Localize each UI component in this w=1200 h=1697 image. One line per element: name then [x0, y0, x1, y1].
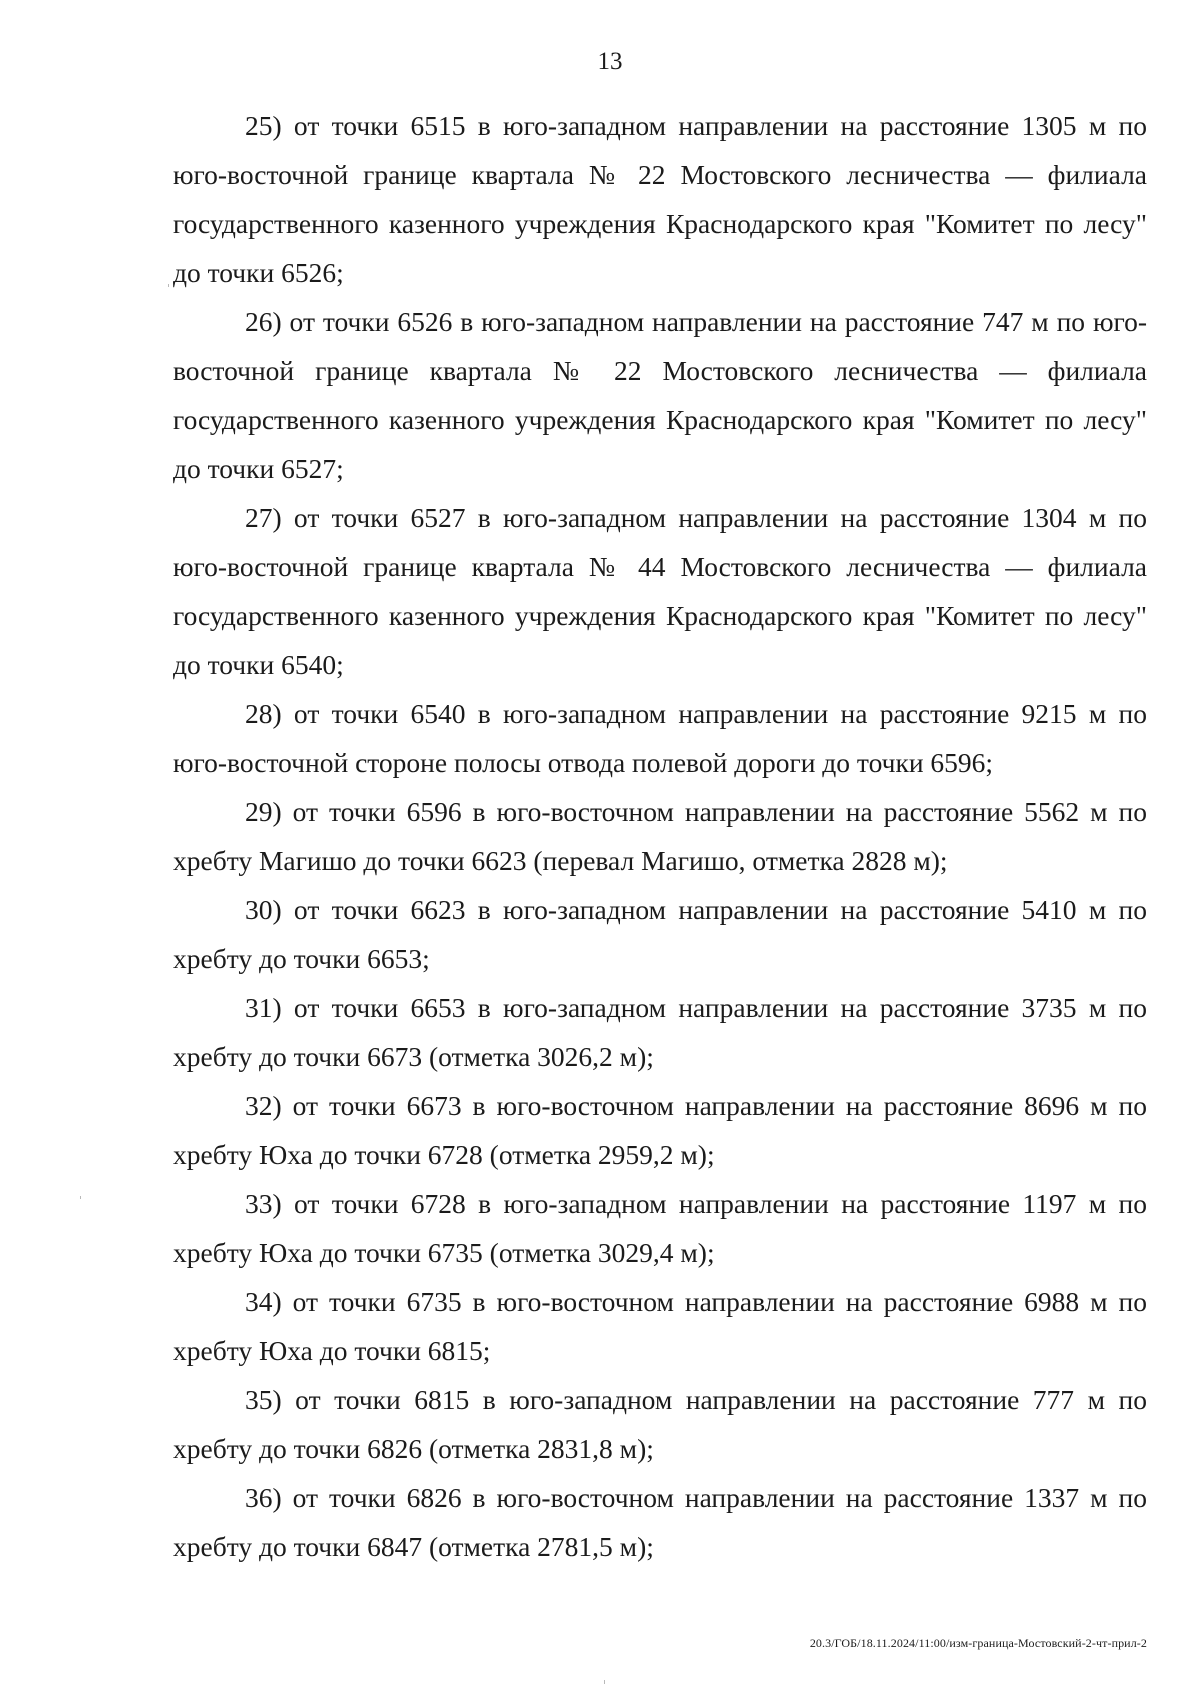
paragraph-item-26: 26) от точки 6526 в юго-западном направлении на расстояние 747 м по юго-восточной границе квартала № 22 Мостовского лесничества — филиала государственного казенного учреждения Краснодарского края "Комитет по лесу" до точки 6527;	[173, 306, 1147, 484]
page-number: 13	[597, 48, 623, 75]
paragraph-item-36: 36) от точки 6826 в юго-восточном направлении на расстояние 1337 м по хребту до точки 6847 (отметка 2781,5 м);	[173, 1482, 1147, 1562]
paragraph-item-32: 32) от точки 6673 в юго-восточном направлении на расстояние 8696 м по хребту Юха до точки 6728 (отметка 2959,2 м);	[173, 1090, 1147, 1170]
paragraph-item-33: 33) от точки 6728 в юго-западном направлении на расстояние 1197 м по хребту Юха до точки 6735 (отметка 3029,4 м);	[173, 1188, 1147, 1268]
paragraph-item-30: 30) от точки 6623 в юго-западном направлении на расстояние 5410 м по хребту до точки 6653;	[173, 894, 1147, 974]
footer-document-code: 20.3/ГОБ/18.11.2024/11:00/изм-граница-Мостовский-2-чт-прил-2	[809, 1636, 1147, 1650]
scan-dust-mark	[80, 1196, 81, 1199]
paragraph-item-25: 25) от точки 6515 в юго-западном направлении на расстояние 1305 м по юго-восточной границе квартала № 22 Мостовского лесничества — филиала государственного казенного учреждения Краснодарского края "Комитет по лесу" до точки 6526;	[173, 110, 1147, 288]
paragraph-item-34: 34) от точки 6735 в юго-восточном направлении на расстояние 6988 м по хребту Юха до точки 6815;	[173, 1286, 1147, 1366]
paragraph-item-35: 35) от точки 6815 в юго-западном направлении на расстояние 777 м по хребту до точки 6826 (отметка 2831,8 м);	[173, 1384, 1147, 1464]
scan-dust-mark	[168, 284, 169, 287]
paragraph-item-28: 28) от точки 6540 в юго-западном направлении на расстояние 9215 м по юго-восточной стороне полосы отвода полевой дороги до точки 6596;	[173, 698, 1147, 778]
paragraph-item-29: 29) от точки 6596 в юго-восточном направлении на расстояние 5562 м по хребту Магишо до точки 6623 (перевал Магишо, отметка 2828 м);	[173, 796, 1147, 876]
scan-dust-mark	[604, 1680, 605, 1684]
paragraph-item-31: 31) от точки 6653 в юго-западном направлении на расстояние 3735 м по хребту до точки 6673 (отметка 3026,2 м);	[173, 992, 1147, 1072]
paragraph-item-27: 27) от точки 6527 в юго-западном направлении на расстояние 1304 м по юго-восточной границе квартала № 44 Мостовского лесничества — филиала государственного казенного учреждения Краснодарского края "Комитет по лесу" до точки 6540;	[173, 502, 1147, 680]
document-body	[173, 101, 1147, 1571]
